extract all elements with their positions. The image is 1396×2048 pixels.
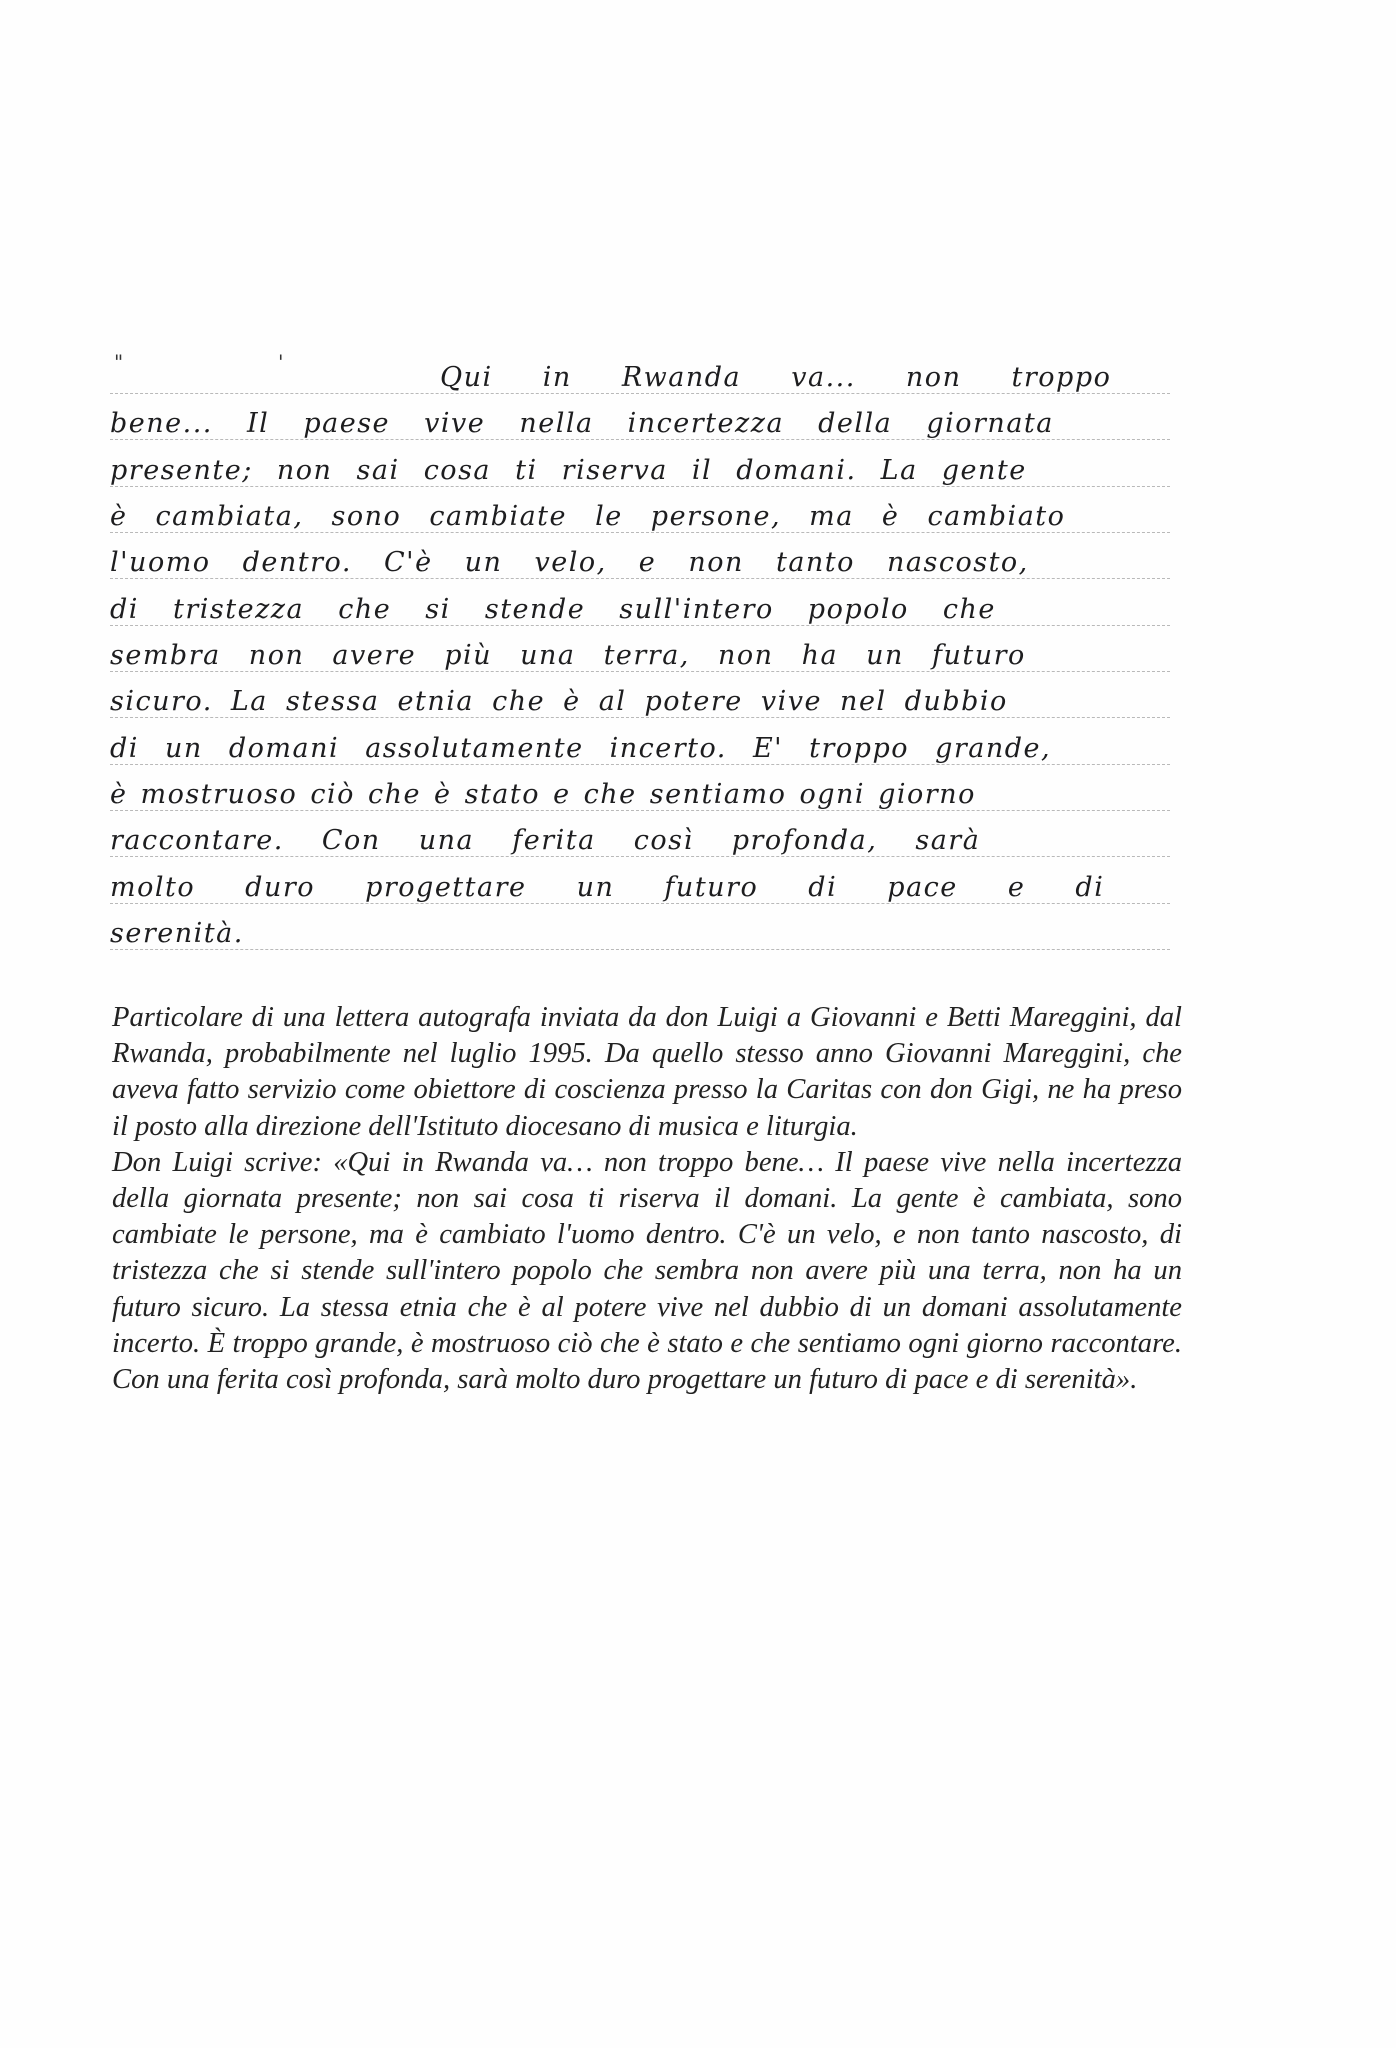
handwritten-line: raccontare. Con una ferita così profonda, sarà xyxy=(110,825,981,856)
handwritten-letter xyxy=(110,350,1170,960)
ruled-line xyxy=(110,949,1170,950)
ruled-line xyxy=(110,625,1170,626)
caption-paragraph-transcription: Don Luigi scrive: «Qui in Rwanda va… non troppo bene… Il paese vive nella incertezza della giornata presente; non sai cosa ti riserva il domani. La gente è cambiata, sono cambiate le persone, ma è cambiato l'uomo dentro. C'è un velo, e non tanto nascosto, di tristezza che si stende sull'intero popolo che sembra non avere più una terra, non ha un futuro sicuro. La stessa etnia che è al potere vive nel dubbio di un domani assolutamente incerto. È troppo grande, è mostruoso ciò che è stato e che sentiamo ogni giorno raccontare. Con una ferita così profonda, sarà molto duro progettare un futuro di pace e di serenità». xyxy=(112,1146,1182,1396)
caption-paragraph-description: Particolare di una lettera autografa inviata da don Luigi a Giovanni e Betti Mareggini, dal Rwanda, probabilmente nel luglio 1995. Da quello stesso anno Giovanni Mareggini, che aveva fatto servizio come obiettore di coscienza presso la Caritas con don Gigi, ne ha preso il posto alla direzione dell'Istituto diocesano di musica e liturgia. xyxy=(112,1002,1182,1142)
ruled-line xyxy=(110,532,1170,533)
handwritten-line: serenità. xyxy=(110,918,244,949)
ruled-line xyxy=(110,671,1170,672)
ruled-line xyxy=(110,903,1170,904)
handwritten-line: sembra non avere più una terra, non ha un futuro xyxy=(110,640,1026,671)
ruled-line xyxy=(110,856,1170,857)
handwritten-line: molto duro progettare un futuro di pace e di xyxy=(110,872,1105,903)
letter-mark: " xyxy=(114,350,124,374)
handwritten-line: sicuro. La stessa etnia che è al potere vive nel dubbio xyxy=(110,686,1008,717)
handwritten-line: Qui in Rwanda va... non troppo xyxy=(440,362,1112,393)
handwritten-line: l'uomo dentro. C'è un velo, e non tanto nascosto, xyxy=(110,547,1029,578)
ruled-line xyxy=(110,439,1170,440)
handwritten-line: presente; non sai cosa ti riserva il domani. La gente xyxy=(110,455,1027,486)
ruled-line xyxy=(110,717,1170,718)
ruled-line xyxy=(110,810,1170,811)
handwritten-line: di un domani assolutamente incerto. E' troppo grande, xyxy=(110,733,1052,764)
ruled-line xyxy=(110,764,1170,765)
handwritten-line: è cambiata, sono cambiate le persone, ma è cambiato xyxy=(110,501,1066,532)
ruled-line xyxy=(110,393,1170,394)
ruled-line xyxy=(110,578,1170,579)
letter-caption xyxy=(112,1000,1182,1398)
handwritten-line: bene... Il paese vive nella incertezza della giornata xyxy=(110,408,1054,439)
handwritten-line: è mostruoso ciò che è stato e che sentiamo ogni giorno xyxy=(110,779,976,810)
letter-mark: ' xyxy=(278,350,284,374)
ruled-line xyxy=(110,486,1170,487)
handwritten-line: di tristezza che si stende sull'intero popolo che xyxy=(110,594,996,625)
